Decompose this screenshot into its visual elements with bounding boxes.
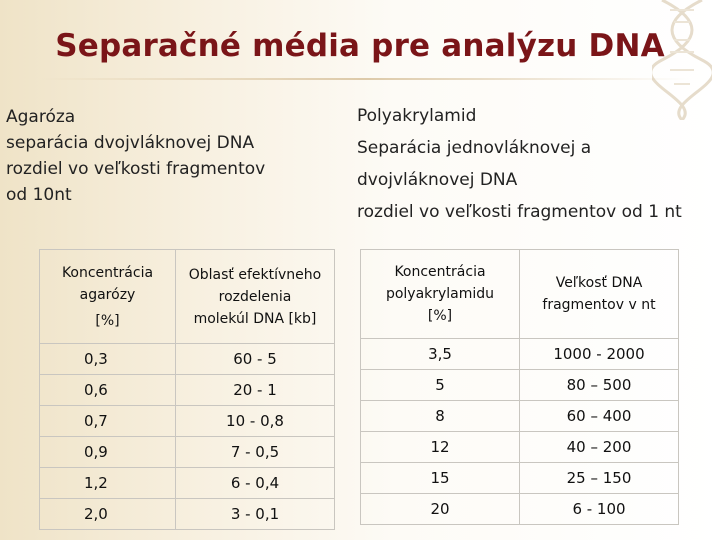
agarose-range-cell: 3 - 0,1 [176,499,335,530]
agarose-header-range: Oblasť efektívneho rozdelenia molekúl DNA [kb] [176,250,335,344]
table-row [361,463,679,494]
agarose-line-4: od 10nt [6,185,72,205]
polyacrylamide-concentration-cell: 12 [361,432,520,463]
polyacrylamide-line-3: dvojvláknovej DNA [357,170,518,190]
polyacrylamide-concentration-cell: 15 [361,463,520,494]
agarose-concentration-cell: 1,2 [40,468,176,499]
polyacrylamide-size-cell: 25 – 150 [520,463,679,494]
agarose-line-2: separácia dvojvláknovej DNA [6,133,255,153]
table-row [40,437,335,468]
agarose-range-cell: 6 - 0,4 [176,468,335,499]
polyacrylamide-description [357,100,717,228]
polyacrylamide-header-concentration: Koncentrácia polyakrylamidu [%] [361,250,520,339]
table-row [40,375,335,406]
polyacrylamide-header-size: Veľkosť DNA fragmentov v nt [520,250,679,339]
polyacrylamide-line-4: rozdiel vo veľkosti fragmentov od 1 nt [357,202,682,222]
polyacrylamide-concentration-cell: 20 [361,494,520,525]
table-row [40,344,335,375]
polyacrylamide-size-cell: 80 – 500 [520,370,679,401]
slide-title: Separačné média pre analýzu DNA [55,28,665,64]
agarose-range-cell: 7 - 0,5 [176,437,335,468]
title-divider [40,78,690,80]
agarose-concentration-cell: 0,3 [40,344,176,375]
polyacrylamide-size-cell: 60 – 400 [520,401,679,432]
polyacrylamide-table [360,249,679,525]
table-row [361,370,679,401]
agarose-range-cell: 20 - 1 [176,375,335,406]
agarose-range-cell: 10 - 0,8 [176,406,335,437]
polyacrylamide-size-cell: 6 - 100 [520,494,679,525]
polyacrylamide-concentration-cell: 8 [361,401,520,432]
table-row [40,499,335,530]
agarose-line-1: Agaróza [6,107,76,127]
agarose-header-concentration: Koncentrácia agarózy [%] [40,250,176,344]
table-row [361,401,679,432]
polyacrylamide-concentration-cell: 3,5 [361,339,520,370]
agarose-range-cell: 60 - 5 [176,344,335,375]
agarose-line-3: rozdiel vo veľkosti fragmentov [6,159,266,179]
agarose-description [6,104,336,208]
agarose-concentration-cell: 0,6 [40,375,176,406]
agarose-table-header [40,250,335,344]
table-row [40,406,335,437]
table-row [361,339,679,370]
polyacrylamide-table-header [361,250,679,339]
agarose-concentration-cell: 0,9 [40,437,176,468]
polyacrylamide-size-cell: 1000 - 2000 [520,339,679,370]
agarose-concentration-cell: 2,0 [40,499,176,530]
agarose-concentration-cell: 0,7 [40,406,176,437]
table-row [40,468,335,499]
polyacrylamide-line-1: Polyakrylamid [357,106,477,126]
agarose-table [39,249,335,530]
polyacrylamide-line-2: Separácia jednovláknovej a [357,138,592,158]
table-row [361,432,679,463]
table-row [361,494,679,525]
polyacrylamide-size-cell: 40 – 200 [520,432,679,463]
polyacrylamide-concentration-cell: 5 [361,370,520,401]
